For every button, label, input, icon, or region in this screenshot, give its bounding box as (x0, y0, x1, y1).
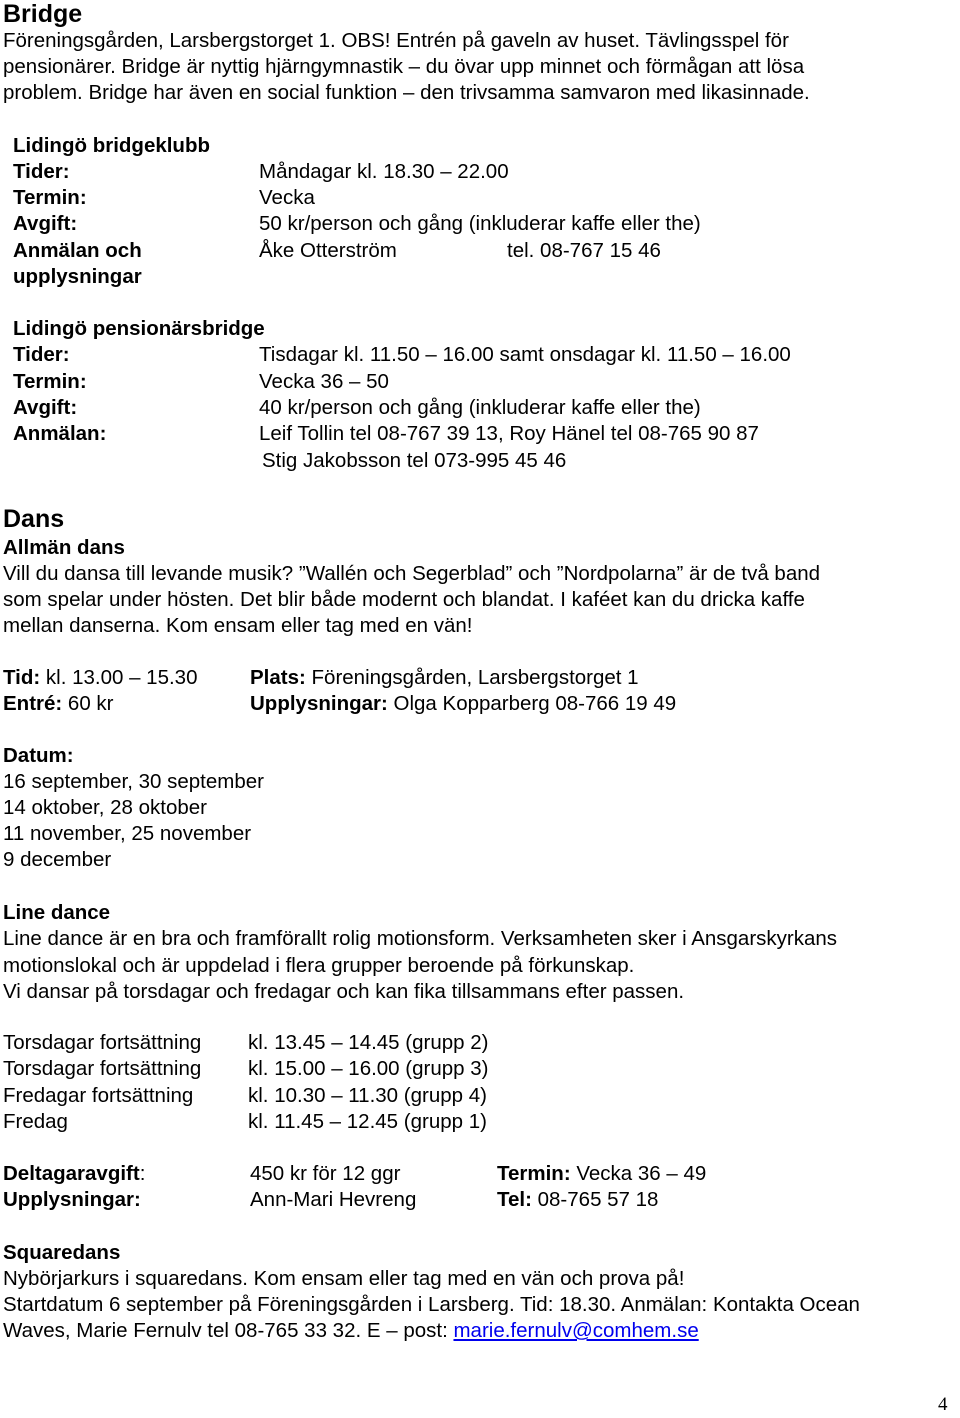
paragraph-line: Vi dansar på torsdagar och fredagar och kan fika tillsammans efter passen. (3, 980, 685, 1003)
date-line: 14 oktober, 28 oktober (3, 796, 208, 819)
paragraph-line: motionslokal och är uppdelad i flera grupper beroende på förkunskap. (3, 954, 635, 977)
club-name: Lidingö bridgeklubb (13, 134, 211, 157)
contact-tel: tel. 08-767 15 46 (507, 239, 661, 262)
field-value: Stig Jakobsson tel 073-995 45 46 (262, 449, 567, 472)
field-label: Tider: (13, 343, 70, 366)
email-link[interactable]: marie.fernulv@comhem.se (453, 1319, 699, 1342)
datum-label: Datum: (3, 744, 74, 767)
schedule-day: Fredagar fortsättning (3, 1084, 194, 1107)
club-name: Lidingö pensionärsbridge (13, 317, 265, 340)
termin-row (497, 1164, 706, 1185)
entre-value: 60 kr (62, 692, 114, 715)
entre-row (3, 694, 114, 715)
schedule-day: Torsdagar fortsättning (3, 1031, 202, 1054)
field-label: Tider: (13, 160, 70, 183)
bridge-intro-line: pensionärer. Bridge är nyttig hjärngymnastik – du övar upp minnet och förmågan att lösa (3, 55, 805, 78)
section-title: Allmän dans (3, 536, 125, 559)
date-line: 11 november, 25 november (3, 822, 252, 845)
paragraph-line: mellan danserna. Kom ensam eller tag med en vän! (3, 614, 473, 637)
tid-row (3, 668, 198, 689)
dans-heading: Dans (3, 505, 65, 533)
page-number: 4 (938, 1394, 948, 1415)
schedule-time: kl. 15.00 – 16.00 (grupp 3) (248, 1057, 489, 1080)
fee-label: Deltagaravgift (3, 1162, 140, 1185)
fee-label-row (3, 1164, 145, 1185)
upplysningar-value: Olga Kopparberg 08-766 19 49 (387, 692, 677, 715)
paragraph-line: Nybörjarkurs i squaredans. Kom ensam eller tag med en vän och prova på! (3, 1267, 685, 1290)
termin-value: Vecka 36 – 49 (570, 1162, 707, 1185)
plats-value: Föreningsgården, Larsbergstorget 1 (305, 666, 639, 689)
tel-label: Tel: (497, 1188, 532, 1211)
date-line: 16 september, 30 september (3, 770, 264, 793)
field-value: Måndagar kl. 18.30 – 22.00 (259, 160, 509, 183)
bridge-intro-line: problem. Bridge har även en social funktion – den trivsamma samvaron med likasinnade. (3, 81, 810, 104)
field-value: 40 kr/person och gång (inkluderar kaffe eller the) (259, 396, 701, 419)
section-title: Squaredans (3, 1241, 121, 1264)
paragraph-line: Vill du dansa till levande musik? ”Wallén och Segerblad” och ”Nordpolarna” är de två band (3, 562, 821, 585)
field-value: Vecka (259, 186, 315, 209)
date-line: 9 december (3, 848, 112, 871)
paragraph-line: som spelar under hösten. Det blir både modernt och blandat. I kaféet kan du dricka kaffe (3, 588, 805, 611)
schedule-day: Torsdagar fortsättning (3, 1057, 202, 1080)
paragraph-line: Startdatum 6 september på Föreningsgården i Larsberg. Tid: 18.30. Anmälan: Kontakta Ocean (3, 1293, 860, 1316)
fee-colon: : (139, 1162, 146, 1185)
field-label: Anmälan: (13, 422, 107, 445)
field-label: Avgift: (13, 212, 78, 235)
contact-name: Åke Otterström (259, 239, 397, 262)
tel-row (497, 1190, 658, 1211)
schedule-time: kl. 13.45 – 14.45 (grupp 2) (248, 1031, 489, 1054)
info-value: Ann-Mari Hevreng (250, 1188, 417, 1211)
paragraph-line: Line dance är en bra och framförallt rolig motionsform. Verksamheten sker i Ansgarskyrkans (3, 927, 838, 950)
field-label: Avgift: (13, 396, 78, 419)
termin-label: Termin: (497, 1162, 571, 1185)
plats-label: Plats: (250, 666, 306, 689)
plats-row (250, 668, 639, 689)
field-label: upplysningar (13, 265, 142, 288)
schedule-time: kl. 11.45 – 12.45 (grupp 1) (248, 1110, 487, 1133)
bridge-heading: Bridge (3, 0, 83, 28)
upplysningar-label: Upplysningar: (250, 692, 388, 715)
tid-label: Tid: (3, 666, 41, 689)
schedule-time: kl. 10.30 – 11.30 (grupp 4) (248, 1084, 487, 1107)
info-label: Upplysningar: (3, 1188, 141, 1211)
paragraph-line (3, 1321, 699, 1342)
section-title: Line dance (3, 901, 111, 924)
schedule-day: Fredag (3, 1110, 68, 1133)
paragraph-text: Waves, Marie Fernulv tel 08-765 33 32. E – post: (3, 1319, 454, 1342)
fee-value: 450 kr för 12 ggr (250, 1162, 401, 1185)
field-label: Termin: (13, 186, 87, 209)
tid-value: kl. 13.00 – 15.30 (40, 666, 198, 689)
entre-label: Entré: (3, 692, 63, 715)
field-value: 50 kr/person och gång (inkluderar kaffe eller the) (259, 212, 701, 235)
field-label: Anmälan och (13, 239, 142, 262)
tel-value: 08-765 57 18 (531, 1188, 659, 1211)
upplysningar-row (250, 694, 676, 715)
field-label: Termin: (13, 370, 87, 393)
field-value: Vecka 36 – 50 (259, 370, 389, 393)
bridge-intro-line: Föreningsgården, Larsbergstorget 1. OBS! Entrén på gaveln av huset. Tävlingsspel för (3, 29, 789, 52)
field-value: Leif Tollin tel 08-767 39 13, Roy Hänel tel 08-765 90 87 (259, 422, 759, 445)
field-value: Tisdagar kl. 11.50 – 16.00 samt onsdagar kl. 11.50 – 16.00 (259, 343, 791, 366)
